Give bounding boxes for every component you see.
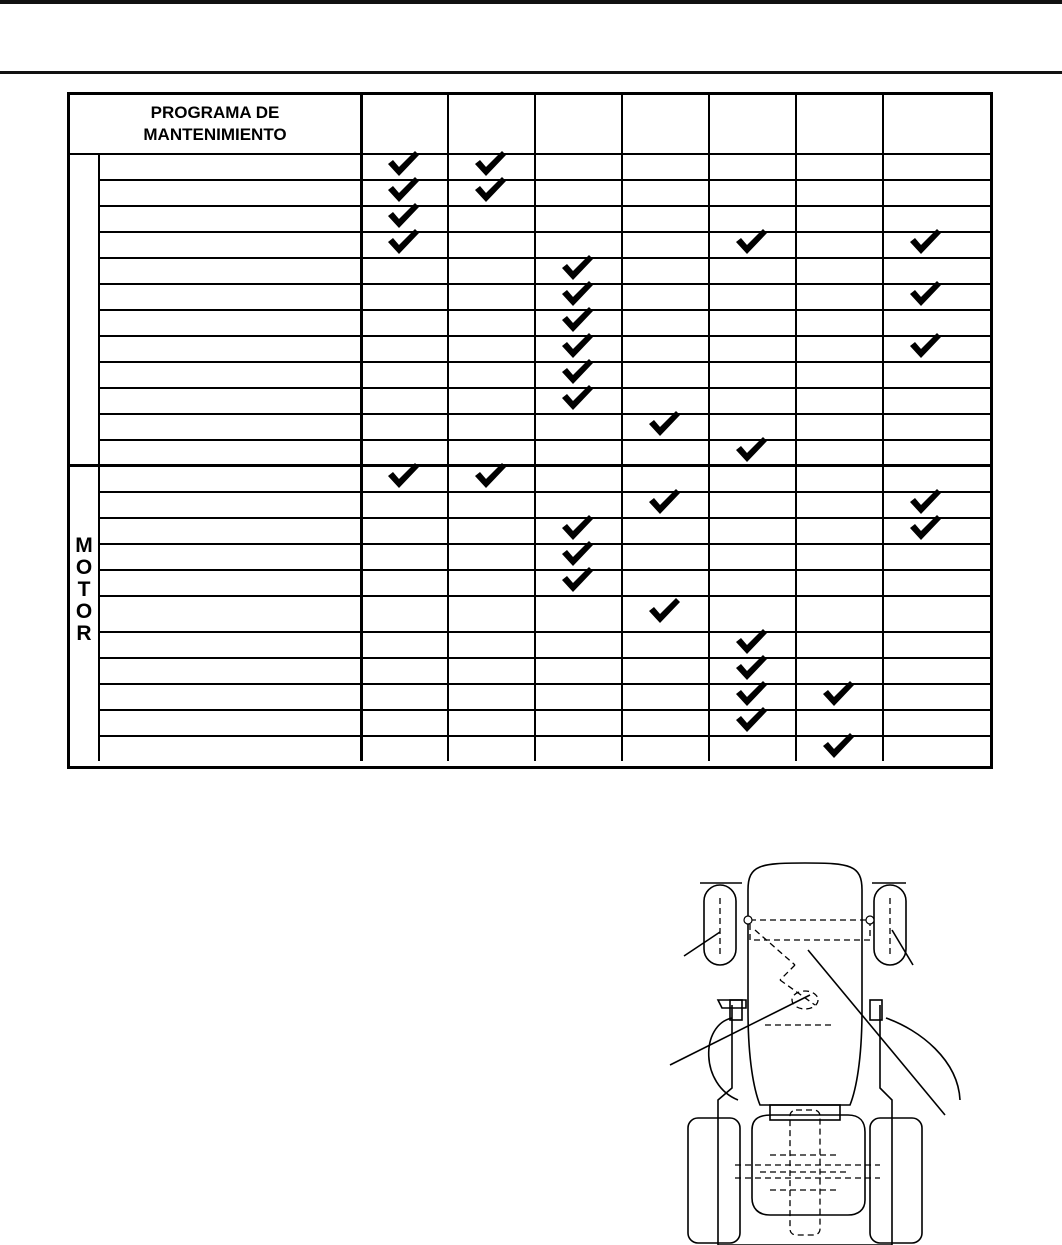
check-mark-icon bbox=[646, 596, 682, 624]
row-line bbox=[98, 569, 990, 571]
row-line bbox=[98, 657, 990, 659]
motor-letter: T bbox=[77, 578, 91, 601]
motor-letter: R bbox=[76, 622, 92, 645]
check-mark-icon bbox=[733, 227, 769, 255]
check-mark-icon bbox=[385, 149, 421, 177]
column-line bbox=[534, 95, 536, 761]
row-line bbox=[98, 413, 990, 415]
check-mark-icon bbox=[733, 627, 769, 655]
column-line bbox=[621, 95, 623, 761]
check-mark-icon bbox=[907, 227, 943, 255]
row-line bbox=[98, 491, 990, 493]
check-mark-icon bbox=[733, 679, 769, 707]
check-mark-icon bbox=[472, 461, 508, 489]
row-line bbox=[98, 361, 990, 363]
check-mark-icon bbox=[559, 357, 595, 385]
row-line bbox=[98, 205, 990, 207]
check-mark-icon bbox=[385, 201, 421, 229]
row-line bbox=[98, 257, 990, 259]
section-separator bbox=[70, 464, 990, 467]
row-line bbox=[98, 595, 990, 597]
row-line bbox=[98, 387, 990, 389]
check-mark-icon bbox=[559, 279, 595, 307]
check-mark-icon bbox=[559, 539, 595, 567]
check-mark-icon bbox=[559, 253, 595, 281]
check-mark-icon bbox=[907, 279, 943, 307]
rear-right-wheel bbox=[870, 1118, 922, 1243]
motor-letter: O bbox=[75, 556, 93, 579]
check-mark-icon bbox=[820, 679, 856, 707]
check-mark-icon bbox=[472, 149, 508, 177]
row-line bbox=[98, 179, 990, 181]
row-line bbox=[98, 631, 990, 633]
row-line bbox=[98, 735, 990, 737]
header-separator bbox=[70, 153, 990, 155]
column-line bbox=[882, 95, 884, 761]
row-line bbox=[98, 543, 990, 545]
check-mark-icon bbox=[559, 565, 595, 593]
check-mark-icon bbox=[646, 409, 682, 437]
motor-section-label bbox=[70, 535, 98, 645]
row-line bbox=[98, 309, 990, 311]
header-rule bbox=[0, 71, 1062, 74]
header-line-1: PROGRAMA DE bbox=[150, 103, 280, 122]
row-line bbox=[98, 517, 990, 519]
top-rule bbox=[0, 0, 1062, 4]
check-mark-icon bbox=[733, 435, 769, 463]
check-mark-icon bbox=[385, 227, 421, 255]
motor-letter: O bbox=[75, 600, 93, 623]
check-mark-icon bbox=[385, 461, 421, 489]
check-mark-icon bbox=[733, 653, 769, 681]
section-column-line bbox=[98, 153, 100, 761]
check-mark-icon bbox=[559, 305, 595, 333]
check-mark-icon bbox=[559, 383, 595, 411]
check-mark-icon bbox=[820, 731, 856, 759]
hood bbox=[748, 863, 862, 1105]
tractor-lubrication-diagram bbox=[660, 860, 970, 1245]
row-line bbox=[98, 683, 990, 685]
header-line-2: MANTENIMIENTO bbox=[143, 125, 287, 144]
check-mark-icon bbox=[907, 487, 943, 515]
row-line bbox=[98, 439, 990, 441]
check-mark-icon bbox=[385, 175, 421, 203]
row-line bbox=[98, 709, 990, 711]
check-mark-icon bbox=[559, 331, 595, 359]
check-mark-icon bbox=[733, 705, 769, 733]
rear-left-wheel bbox=[688, 1118, 740, 1243]
column-line bbox=[360, 95, 363, 761]
maintenance-schedule-table bbox=[67, 92, 993, 769]
check-mark-icon bbox=[907, 331, 943, 359]
row-line bbox=[98, 335, 990, 337]
check-mark-icon bbox=[907, 513, 943, 541]
check-mark-icon bbox=[472, 175, 508, 203]
motor-letter: M bbox=[75, 534, 93, 557]
table-header-title bbox=[70, 95, 360, 153]
row-line bbox=[98, 231, 990, 233]
row-line bbox=[98, 283, 990, 285]
column-line bbox=[708, 95, 710, 761]
column-line bbox=[795, 95, 797, 761]
column-line bbox=[447, 95, 449, 761]
check-mark-icon bbox=[559, 513, 595, 541]
check-mark-icon bbox=[646, 487, 682, 515]
